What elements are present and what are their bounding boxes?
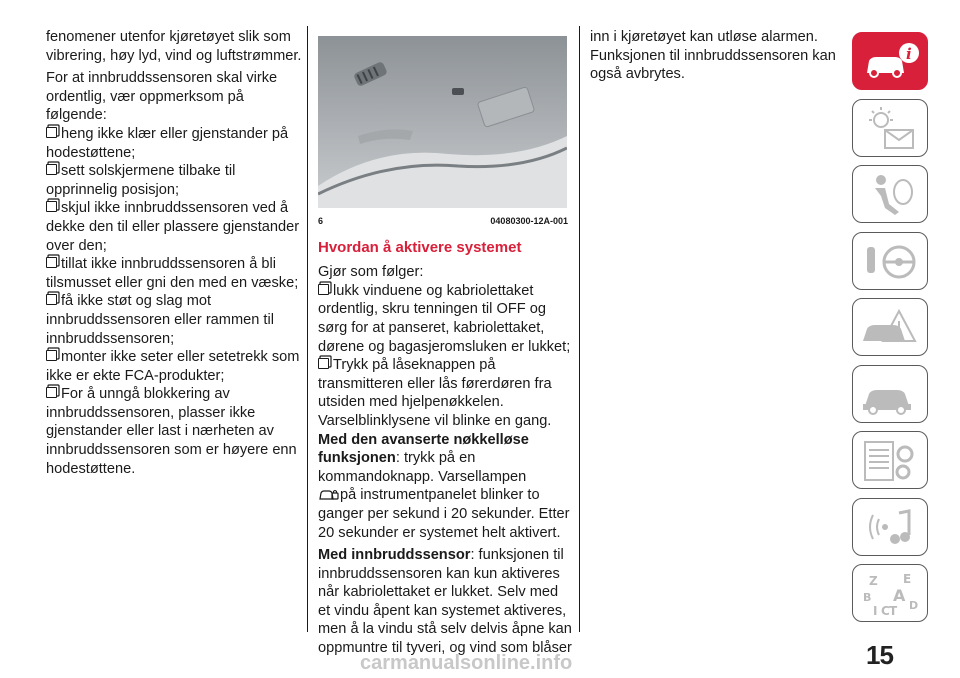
multimedia-icon — [859, 503, 923, 553]
bullet-icon — [318, 284, 329, 295]
list-item: tillat ikke innbruddssensoren å bli tilsmusset eller gni den med en væske; — [46, 256, 299, 291]
paragraph: Varselblinklysene vil blinke en gang. — [318, 412, 552, 429]
paragraph: Gjør som følger: — [318, 264, 424, 281]
interior-sensor-photo — [318, 36, 567, 208]
page-number: 15 — [866, 640, 893, 670]
svg-text:i: i — [906, 45, 912, 63]
tab-multimedia[interactable] — [852, 498, 928, 556]
tab-index[interactable] — [852, 564, 928, 622]
paragraph: For at innbruddssensoren skal virke ordentlig, vær oppmerksom på følgende: — [46, 70, 278, 124]
technical-data-icon — [859, 436, 923, 486]
svg-text:D: D — [909, 599, 919, 612]
svg-text:Z: Z — [869, 574, 878, 588]
bullet-icon — [46, 201, 57, 212]
bullet-icon — [46, 127, 57, 138]
svg-text:C: C — [881, 604, 890, 618]
emergency-icon — [859, 303, 923, 353]
column-divider — [307, 26, 308, 632]
tab-car-info[interactable] — [852, 32, 928, 90]
tab-starting-driving[interactable] — [852, 232, 928, 290]
index-icon — [859, 569, 923, 619]
svg-text:A: A — [893, 586, 906, 605]
figure-number: 6 — [318, 216, 324, 226]
bullet-icon — [318, 358, 329, 369]
bullet-icon — [46, 294, 57, 305]
car-lock-warning-icon — [318, 487, 340, 501]
figure-caption — [318, 212, 574, 231]
tab-safety[interactable] — [852, 165, 928, 223]
column-divider — [579, 26, 580, 632]
tab-emergency[interactable] — [852, 298, 928, 356]
list-item: få ikke støt og slag mot innbruddssensoren eller rammen til innbruddssensoren; — [46, 293, 274, 347]
text-column-1 — [46, 28, 302, 478]
car-info-icon — [859, 37, 923, 87]
list-item: heng ikke klær eller gjenstander på hodestøttene; — [46, 125, 289, 161]
text-column-3 — [590, 28, 840, 88]
paragraph: inn i kjøretøyet kan utløse alarmen. Funksjonen til innbruddssensoren kan også avbrytes. — [590, 29, 836, 83]
list-item: monter ikke seter eller setetrekk som ikke er ekte FCA-produkter; — [46, 349, 300, 384]
maintenance-icon — [859, 370, 923, 420]
safety-airbag-icon — [859, 170, 923, 220]
paragraph: Med den avanserte nøkkelløse funksjonen: trykk på en kommandoknapp. Varsellampen på instrumentpanelet blinker to ganger per sekund i 20 sekunder. Etter 20 sekunder er systemet helt aktivert. — [318, 431, 570, 541]
svg-text:E: E — [903, 572, 912, 586]
bullet-icon — [46, 387, 57, 398]
svg-text:I: I — [873, 604, 878, 618]
tab-technical-data[interactable] — [852, 431, 928, 489]
list-item: Trykk på låseknappen på transmitteren eller lås førerdøren fra utsiden med hjelpenøkkelen. — [318, 357, 552, 411]
bullet-icon — [46, 350, 57, 361]
warning-lights-icon — [859, 104, 923, 154]
figure-code: 04080300-12A-001 — [490, 216, 568, 226]
section-heading: Hvordan å aktivere systemet — [318, 238, 522, 256]
svg-text:T: T — [889, 604, 898, 618]
list-item: sett solskjermene tilbake til opprinnelig posisjon; — [46, 163, 236, 198]
list-item: For å unngå blokkering av innbruddssensoren, plasser ikke gjenstander eller last i nærheten av innbruddssensoren som er høyere enn hodestøttene. — [46, 386, 297, 477]
bullet-icon — [46, 257, 57, 268]
chapter-tabs — [852, 32, 930, 631]
list-item: skjul ikke innbruddssensoren ved å dekke den til eller plassere gjenstander over den; — [46, 200, 300, 254]
watermark: carmanualsonline.info — [360, 652, 573, 674]
list-item: lukk vinduene og kabriolettaket ordentlig, skru tenningen til OFF og sørg for at panseret, kabriolettaket, dørene og bagasjeromsluken er lukket; — [318, 282, 571, 355]
paragraph: fenomener utenfor kjøretøyet slik som vibrering, høy lyd, vind og luftstrømmer. — [46, 29, 302, 64]
bullet-icon — [46, 164, 57, 175]
paragraph: Med innbruddssensor: funksjonen til innbruddssensoren kan kun aktiveres når kabriolettaket er lukket. Selv med et vindu åpent kan systemet aktiveres, men å la vindu stå selv delvis åpne kan oppmuntre til tyveri, og vind som blåser — [318, 547, 572, 657]
svg-text:B: B — [863, 591, 872, 604]
tab-maintenance[interactable] — [852, 365, 928, 423]
tab-warning-lights[interactable] — [852, 99, 928, 157]
text-column-2 — [318, 36, 574, 662]
starting-driving-icon — [859, 237, 923, 287]
